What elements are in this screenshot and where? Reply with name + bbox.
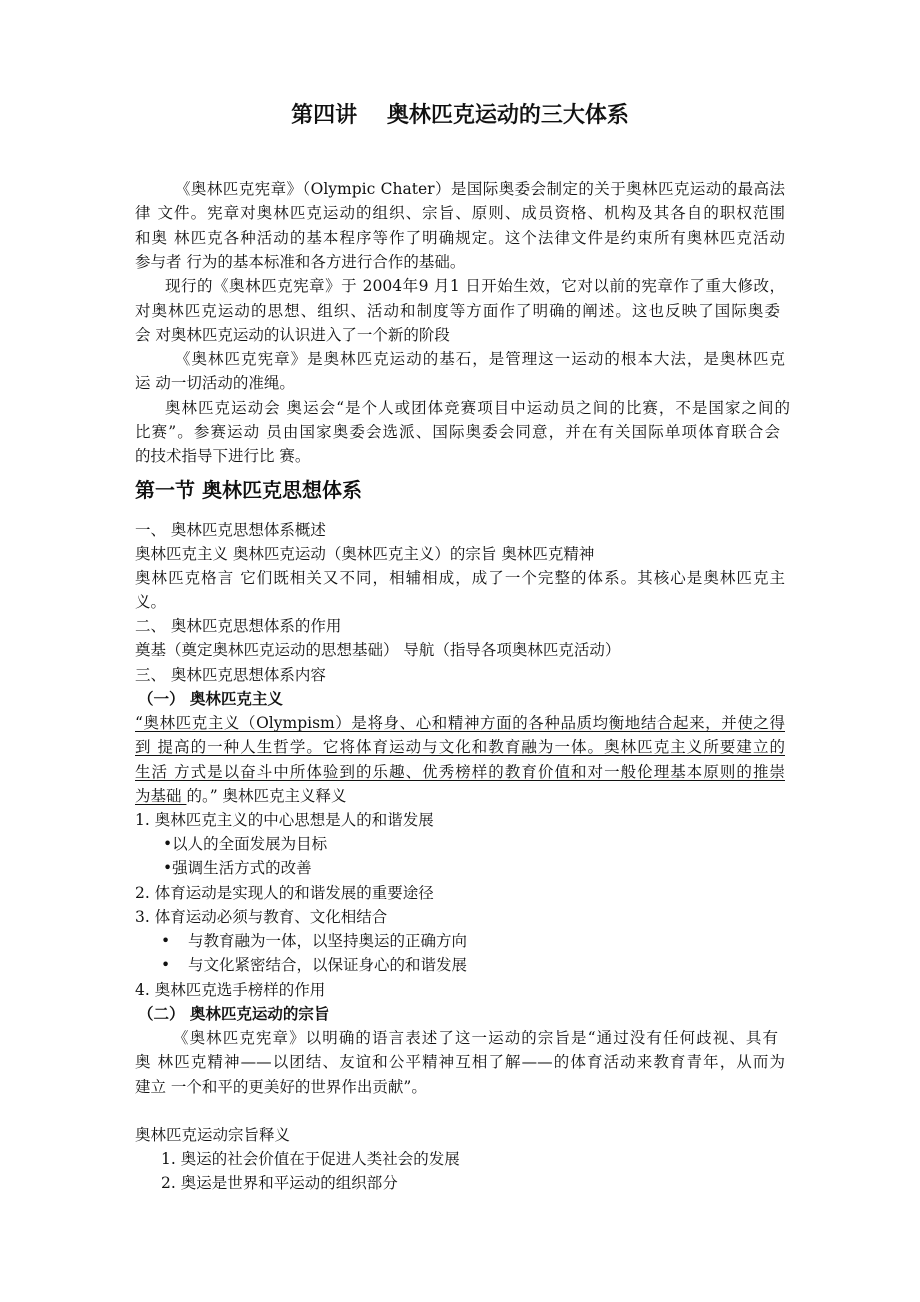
intro-line: 奥林匹克运动会 奥运会“是个人或团体竞赛项目中运动员之间的比赛，不是国家之间的	[165, 399, 790, 417]
list-item: 4. 奥林匹克选手榜样的作用	[135, 981, 326, 999]
outline-line: 二、 奥林匹克思想体系的作用	[135, 617, 342, 635]
list-item: 2. 奥运是世界和平运动的组织部分	[161, 1174, 398, 1192]
intro-line: 律 文件。宪章对奥林匹克运动的组织、宗旨、原则、成员资格、机构及其各自的职权范围	[135, 204, 785, 222]
bullet-icon: •	[161, 956, 171, 974]
intro-line: 现行的《奥林匹克宪章》于 2004年9 月1 日开始生效，它对以前的宪章作了重大修改，	[165, 277, 785, 295]
outline-line: 三、 奥林匹克思想体系内容	[135, 666, 326, 684]
purpose-line: 《奥林匹克宪章》以明确的语言表述了这一运动的宗旨是“通过没有任何歧视、具有	[173, 1029, 778, 1047]
intro-line: 参与者 行为的基本标准和各方进行合作的基础。	[135, 253, 466, 271]
bullet-icon: •	[161, 932, 171, 950]
purpose-line: 建立 一个和平的更美好的世界作出贡献”。	[135, 1078, 427, 1096]
interpretation-title: 奥林匹克运动宗旨释义	[135, 1126, 291, 1144]
purpose-line: 奥 林匹克精神——以团结、友谊和公平精神互相了解——的体育活动来教育青年，从而为	[135, 1053, 785, 1071]
subsection-heading: （一） 奥林匹克主义	[138, 690, 283, 708]
list-item: 2. 体育运动是实现人的和谐发展的重要途径	[135, 884, 434, 902]
list-item: 1. 奥运的社会价值在于促进人类社会的发展	[161, 1150, 460, 1168]
list-item: •强调生活方式的改善	[163, 859, 312, 877]
list-item: 1. 奥林匹克主义的中心思想是人的和谐发展	[135, 811, 434, 829]
intro-line: 运 动一切活动的准绳。	[135, 374, 295, 392]
list-item: •以人的全面发展为目标	[163, 835, 328, 853]
section-heading: 第一节 奥林匹克思想体系	[135, 478, 362, 502]
intro-line: 的技术指导下进行比 赛。	[135, 447, 311, 465]
outline-line: 奥林匹克主义 奥林匹克运动（奥林匹克主义）的宗旨 奥林匹克精神	[135, 545, 595, 563]
intro-line: 《奥林匹克宪章》是奥林匹克运动的基石，是管理这一运动的根本大法，是奥林匹克	[175, 350, 785, 368]
subsection-heading: （二） 奥林匹克运动的宗旨	[138, 1005, 330, 1023]
intro-line: 比赛”。参赛运动 员由国家奥委会选派、国际奥委会同意，并在有关国际单项体育联合会	[135, 423, 780, 441]
quote-line	[135, 785, 347, 807]
list-item: 3. 体育运动必须与教育、文化相结合	[135, 908, 388, 926]
list-item: 与文化紧密结合，以保证身心的和谐发展	[188, 956, 468, 974]
quote-line: 生活 方式是以奋斗中所体验到的乐趣、优秀榜样的教育价值和对一般伦理基本原则的推崇	[135, 763, 785, 781]
list-item: 与教育融为一体，以坚持奥运的正确方向	[188, 932, 468, 950]
intro-line: 《奥林匹克宪章》（Olympic Chater）是国际奥委会制定的关于奥林匹克运动的最高法	[175, 180, 785, 198]
intro-line: 对奥林匹克运动的思想、组织、活动和制度等方面作了明确的阐述。这也反映了国际奥委	[135, 302, 780, 320]
outline-line: 奥林匹克格言 它们既相关又不同，相辅相成，成了一个完整的体系。其核心是奥林匹克主	[135, 569, 785, 587]
quote-line: 到 提高的一种人生哲学。它将体育运动与文化和教育融为一体。奥林匹克主义所要建立的	[135, 738, 785, 756]
quote-end: 为基础	[135, 787, 187, 805]
quote-line: “奥林匹克主义（Olympism）是将身、心和精神方面的各种品质均衡地结合起来，并使之得	[135, 714, 785, 732]
outline-line: 奠基（奠定奥林匹克运动的思想基础） 导航（指导各项奥林匹克活动）	[135, 641, 621, 659]
intro-line: 和奥 林匹克各种活动的基本程序等作了明确规定。这个法律文件是约束所有奥林匹克活动	[135, 229, 785, 247]
outline-line: 义。	[135, 593, 167, 611]
intro-line: 会 对奥林匹克运动的认识进入了一个新的阶段	[135, 326, 450, 344]
page-title: 第四讲 奥林匹克运动的三大体系	[291, 103, 629, 128]
quote-tail: 的。” 奥林匹克主义释义	[186, 787, 347, 805]
outline-line: 一、 奥林匹克思想体系概述	[135, 521, 326, 539]
